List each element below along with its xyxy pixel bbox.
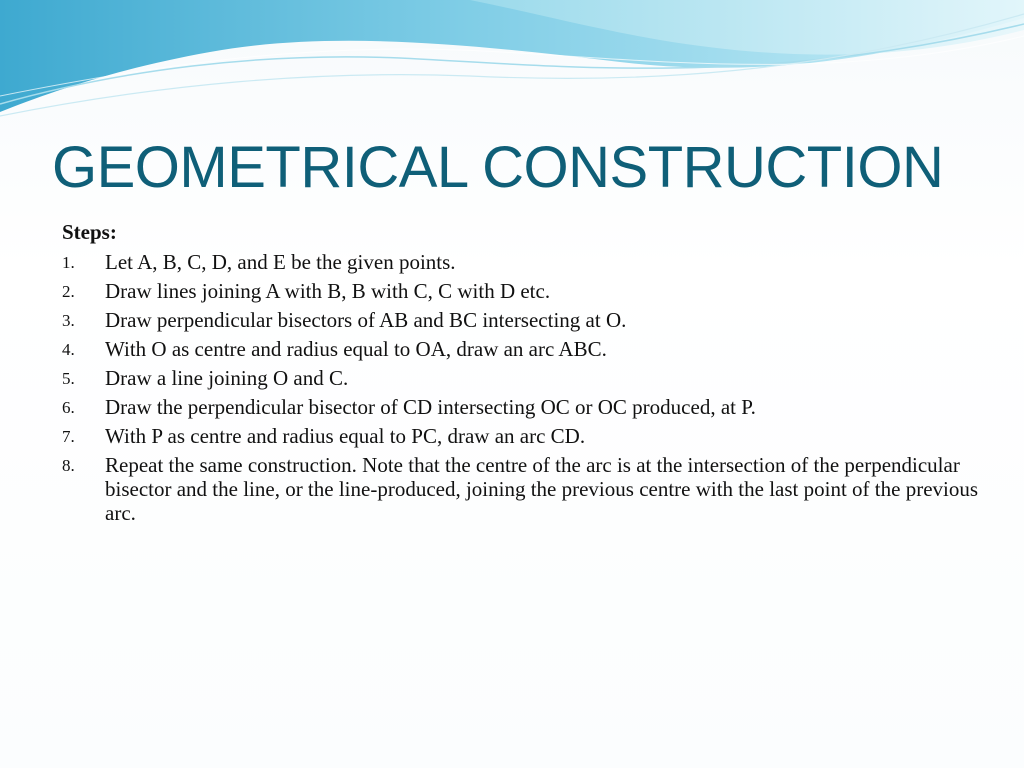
step-number: 1. <box>62 253 75 272</box>
step-item <box>62 364 982 393</box>
step-text: Draw perpendicular bisectors of AB and BC intersecting at O. <box>105 308 627 332</box>
step-number: 6. <box>62 398 75 417</box>
step-item <box>62 422 982 451</box>
step-item <box>62 393 982 422</box>
slide-content <box>62 218 982 525</box>
step-item <box>62 306 982 335</box>
step-number: 5. <box>62 369 75 388</box>
slide-title: GEOMETRICAL CONSTRUCTION <box>52 135 944 200</box>
step-item <box>62 248 982 277</box>
step-item <box>62 451 982 525</box>
step-number: 7. <box>62 427 75 446</box>
steps-list <box>62 248 982 525</box>
steps-heading: Steps: <box>62 220 117 244</box>
step-number: 3. <box>62 311 75 330</box>
step-text: With P as centre and radius equal to PC, draw an arc CD. <box>105 424 586 448</box>
step-item <box>62 335 982 364</box>
step-number: 2. <box>62 282 75 301</box>
step-text: Draw a line joining O and C. <box>105 366 349 390</box>
step-item <box>62 277 982 306</box>
step-number: 8. <box>62 456 75 475</box>
step-text: Let A, B, C, D, and E be the given points. <box>105 250 456 274</box>
step-number: 4. <box>62 340 75 359</box>
step-text: With O as centre and radius equal to OA, draw an arc ABC. <box>105 337 607 361</box>
step-text: Draw the perpendicular bisector of CD intersecting OC or OC produced, at P. <box>105 395 756 419</box>
step-text: Draw lines joining A with B, B with C, C with D etc. <box>105 279 551 303</box>
header-wave-decoration <box>0 0 1024 130</box>
step-text: Repeat the same construction. Note that the centre of the arc is at the intersection of the perpendicular bisector and the line, or the line-produced, joining the previous centre with the last point of the previous arc. <box>105 453 979 525</box>
